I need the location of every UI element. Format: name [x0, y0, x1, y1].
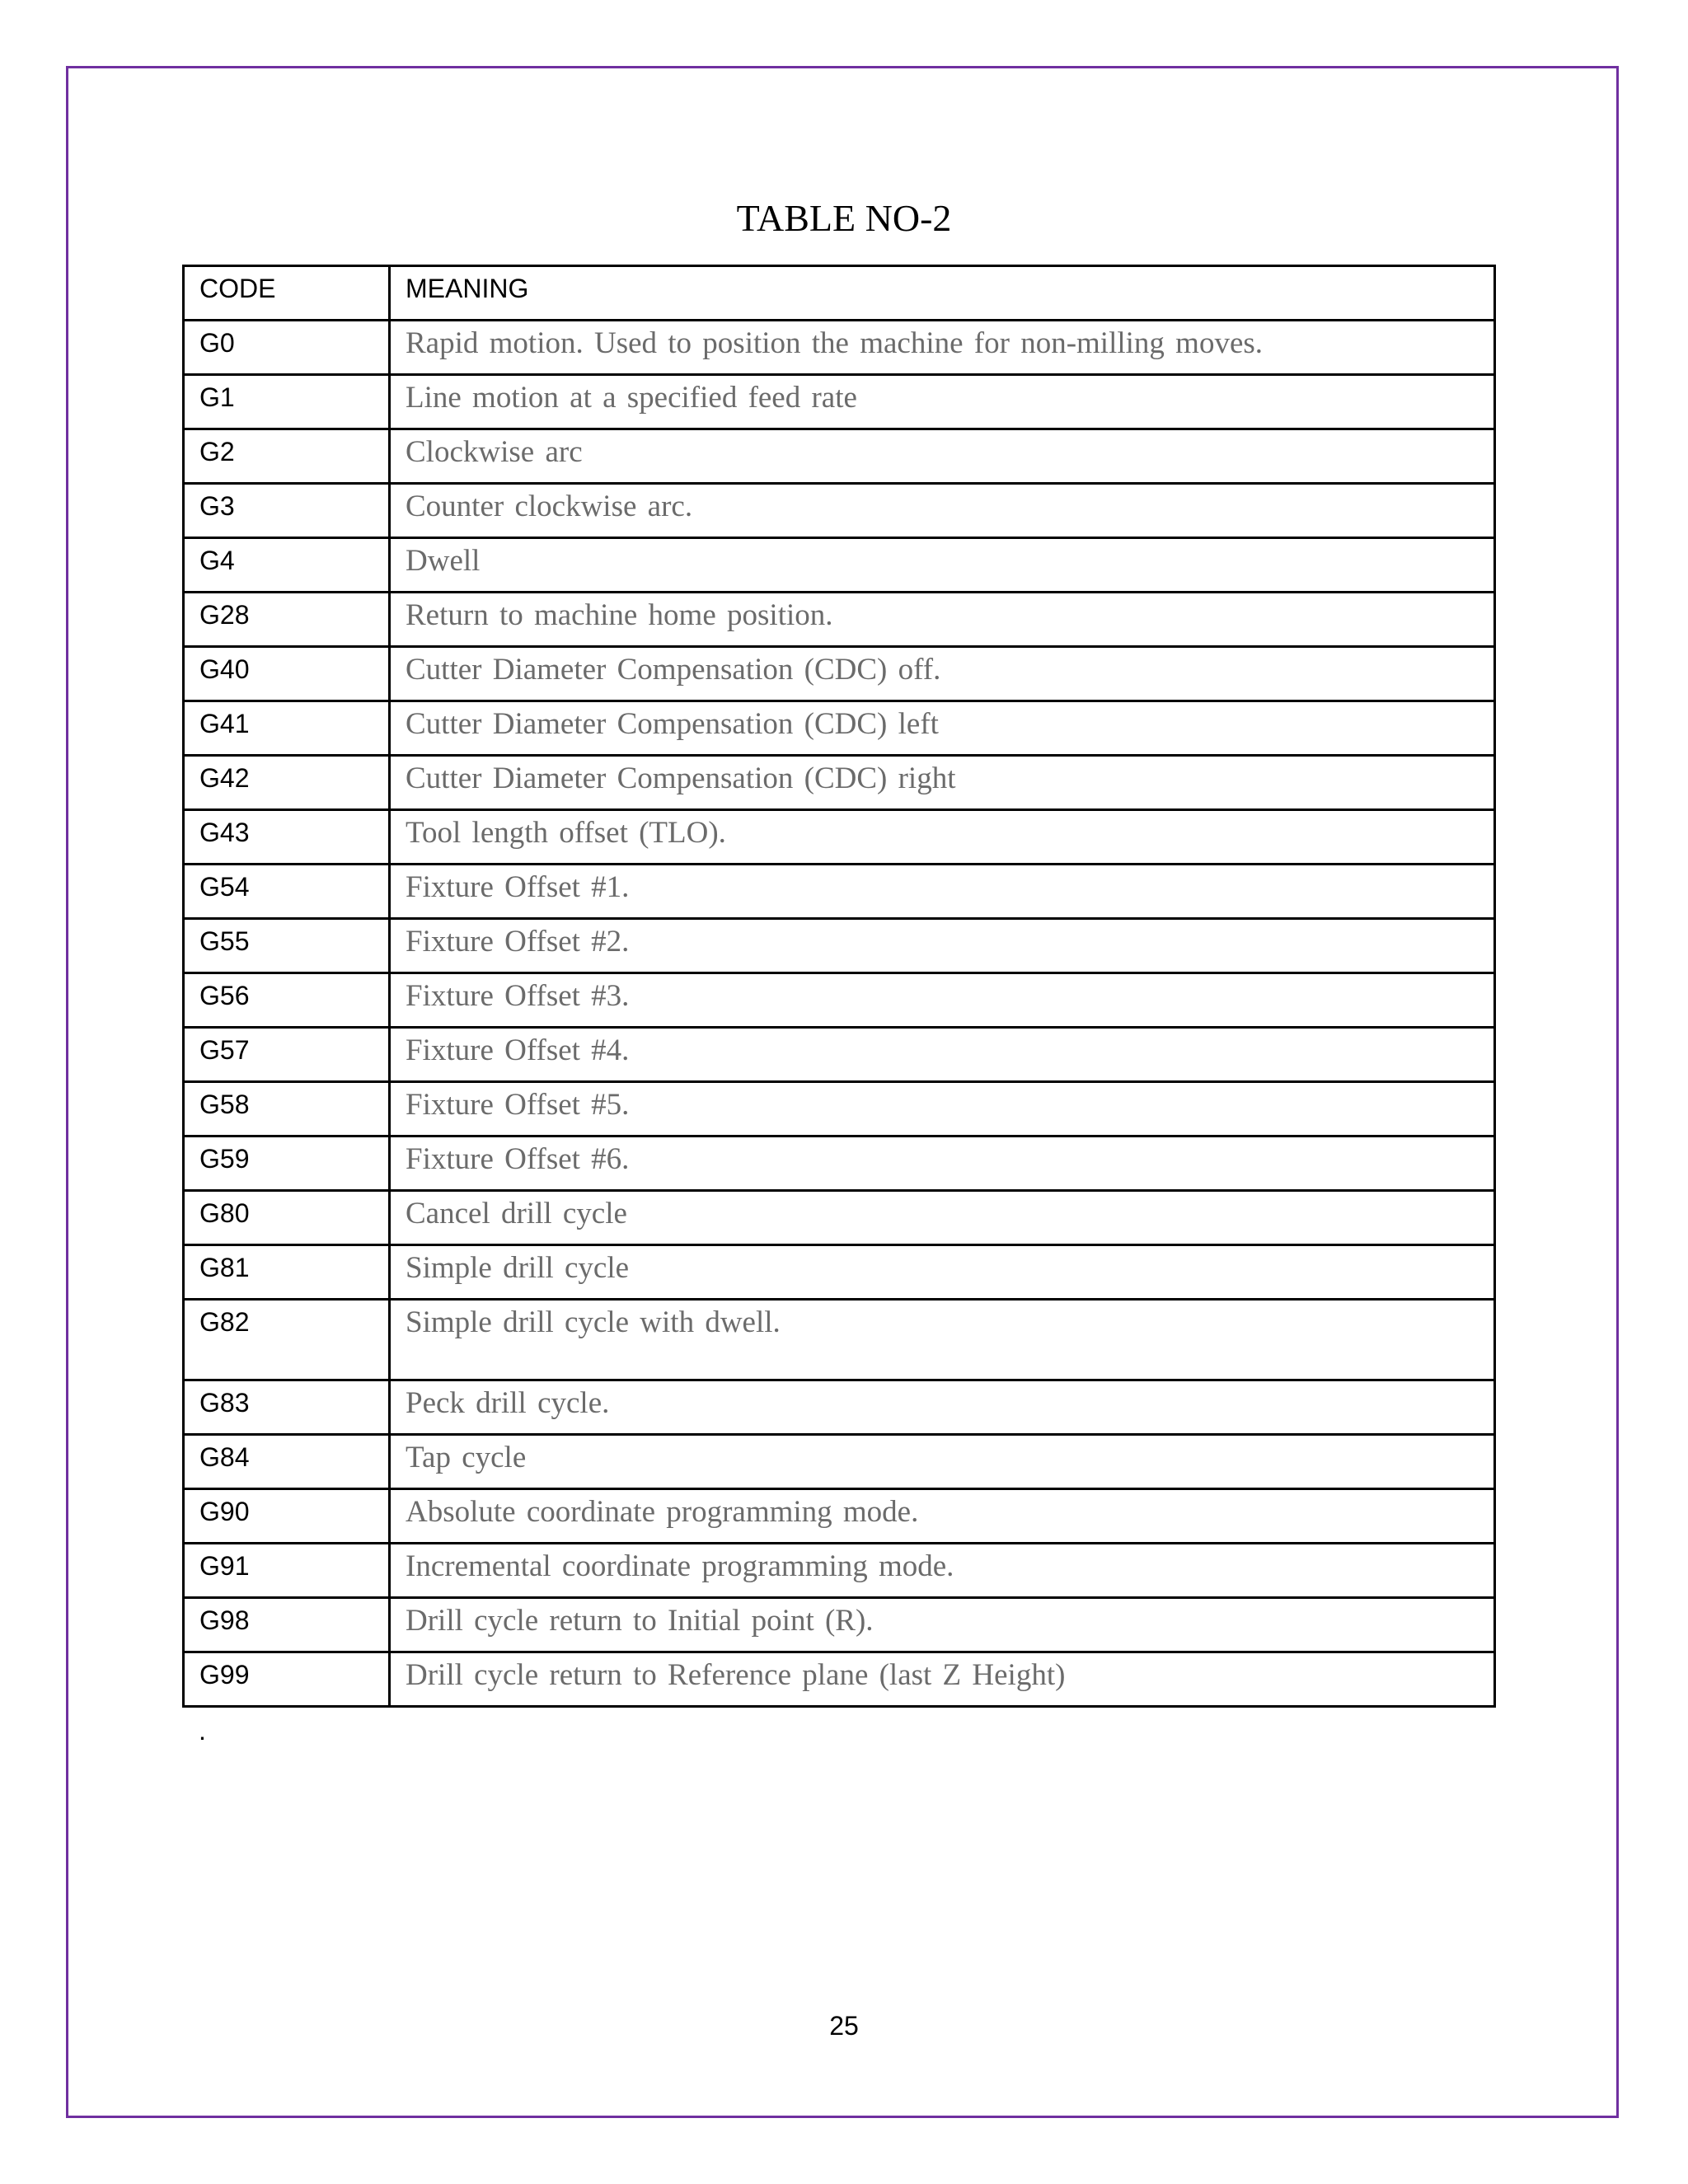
- table-row: [184, 1598, 1495, 1652]
- code-cell: G83: [184, 1380, 390, 1435]
- code-cell: G84: [184, 1435, 390, 1489]
- meaning-cell: Incremental coordinate programming mode.: [390, 1544, 1495, 1598]
- meaning-cell: Fixture Offset #2.: [390, 919, 1495, 973]
- meaning-cell: Absolute coordinate programming mode.: [390, 1489, 1495, 1544]
- code-cell: G80: [184, 1191, 390, 1245]
- code-cell: G99: [184, 1652, 390, 1707]
- code-cell: G42: [184, 756, 390, 810]
- code-cell: G2: [184, 429, 390, 484]
- meaning-cell: Line motion at a specified feed rate: [390, 375, 1495, 429]
- header-code: CODE: [184, 266, 390, 321]
- meaning-cell: Fixture Offset #4.: [390, 1028, 1495, 1082]
- meaning-cell: Fixture Offset #1.: [390, 865, 1495, 919]
- table-row: [184, 321, 1495, 375]
- table-row: [184, 701, 1495, 756]
- table-row: [184, 810, 1495, 865]
- table-row: [184, 756, 1495, 810]
- meaning-cell: Tap cycle: [390, 1435, 1495, 1489]
- meaning-cell: Tool length offset (TLO).: [390, 810, 1495, 865]
- page-number: 25: [829, 2011, 859, 2041]
- table-title: TABLE NO-2: [736, 197, 952, 239]
- table-row: [184, 538, 1495, 593]
- code-cell: G82: [184, 1300, 390, 1380]
- table-row: [184, 973, 1495, 1028]
- table-row: [184, 1245, 1495, 1300]
- meaning-cell: Drill cycle return to Initial point (R).: [390, 1598, 1495, 1652]
- meaning-cell: Fixture Offset #6.: [390, 1137, 1495, 1191]
- meaning-cell: Rapid motion. Used to position the machine for non-milling moves.: [390, 321, 1495, 375]
- table-row: [184, 1300, 1495, 1380]
- header-meaning: MEANING: [390, 266, 1495, 321]
- table-row: [184, 1652, 1495, 1707]
- meaning-cell: Fixture Offset #5.: [390, 1082, 1495, 1137]
- meaning-cell: Peck drill cycle.: [390, 1380, 1495, 1435]
- code-cell: G56: [184, 973, 390, 1028]
- code-cell: G98: [184, 1598, 390, 1652]
- meaning-cell: Cutter Diameter Compensation (CDC) right: [390, 756, 1495, 810]
- table-row: [184, 375, 1495, 429]
- table-row: [184, 484, 1495, 538]
- code-cell: G1: [184, 375, 390, 429]
- meaning-cell: Drill cycle return to Reference plane (last Z Height): [390, 1652, 1495, 1707]
- code-cell: G59: [184, 1137, 390, 1191]
- code-cell: G0: [184, 321, 390, 375]
- meaning-cell: Dwell: [390, 538, 1495, 593]
- code-cell: G91: [184, 1544, 390, 1598]
- table-row: [184, 1028, 1495, 1082]
- code-cell: G57: [184, 1028, 390, 1082]
- code-cell: G41: [184, 701, 390, 756]
- table-row: [184, 1191, 1495, 1245]
- code-cell: G40: [184, 647, 390, 701]
- table-row: [184, 1489, 1495, 1544]
- code-cell: G28: [184, 593, 390, 647]
- meaning-cell: Clockwise arc: [390, 429, 1495, 484]
- code-cell: G81: [184, 1245, 390, 1300]
- meaning-cell: Cutter Diameter Compensation (CDC) left: [390, 701, 1495, 756]
- meaning-cell: Simple drill cycle: [390, 1245, 1495, 1300]
- code-cell: G55: [184, 919, 390, 973]
- meaning-cell: Return to machine home position.: [390, 593, 1495, 647]
- code-cell: G4: [184, 538, 390, 593]
- table-row: [184, 1082, 1495, 1137]
- meaning-cell: Fixture Offset #3.: [390, 973, 1495, 1028]
- code-cell: G43: [184, 810, 390, 865]
- table-row: [184, 1137, 1495, 1191]
- meaning-cell: Cancel drill cycle: [390, 1191, 1495, 1245]
- table-row: [184, 1380, 1495, 1435]
- code-cell: G54: [184, 865, 390, 919]
- code-cell: G58: [184, 1082, 390, 1137]
- code-cell: G90: [184, 1489, 390, 1544]
- gcode-table: [182, 265, 1496, 1708]
- table-header-row: [184, 266, 1495, 321]
- table-row: [184, 865, 1495, 919]
- table-row: [184, 429, 1495, 484]
- trailing-mark: .: [199, 1716, 206, 1746]
- meaning-cell: Simple drill cycle with dwell.: [390, 1300, 1495, 1380]
- table-row: [184, 593, 1495, 647]
- table-row: [184, 1435, 1495, 1489]
- code-cell: G3: [184, 484, 390, 538]
- meaning-cell: Cutter Diameter Compensation (CDC) off.: [390, 647, 1495, 701]
- meaning-cell: Counter clockwise arc.: [390, 484, 1495, 538]
- table-row: [184, 1544, 1495, 1598]
- table-row: [184, 647, 1495, 701]
- table-row: [184, 919, 1495, 973]
